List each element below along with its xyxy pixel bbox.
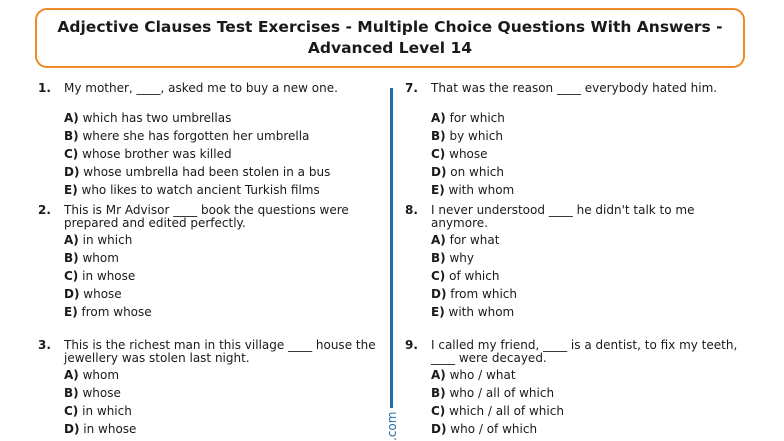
option-text: whose bbox=[82, 386, 121, 400]
option-letter: E) bbox=[64, 305, 78, 319]
answer-option[interactable] bbox=[64, 111, 231, 125]
option-text: from which bbox=[450, 287, 517, 301]
answer-option[interactable] bbox=[431, 233, 499, 247]
watermark: .com bbox=[385, 411, 399, 441]
option-text: who / what bbox=[449, 368, 516, 382]
option-text: whose bbox=[83, 287, 122, 301]
option-letter: A) bbox=[64, 233, 79, 247]
answer-option[interactable] bbox=[431, 165, 504, 179]
answer-option[interactable] bbox=[431, 287, 517, 301]
option-letter: B) bbox=[64, 386, 79, 400]
option-letter: D) bbox=[431, 422, 447, 436]
option-text: of which bbox=[449, 269, 500, 283]
option-letter: B) bbox=[64, 129, 79, 143]
option-text: whose bbox=[449, 147, 488, 161]
answer-option[interactable] bbox=[64, 251, 119, 265]
option-letter: C) bbox=[64, 404, 79, 418]
answer-option[interactable] bbox=[64, 404, 132, 418]
question-text: That was the reason ____ everybody hated him. bbox=[431, 81, 718, 95]
option-text: on which bbox=[450, 165, 504, 179]
question-text: My mother, ____, asked me to buy a new one. bbox=[64, 81, 338, 95]
answer-option[interactable] bbox=[431, 111, 505, 125]
option-letter: A) bbox=[64, 368, 79, 382]
option-text: for which bbox=[449, 111, 505, 125]
option-text: by which bbox=[449, 129, 503, 143]
answer-option[interactable] bbox=[64, 287, 122, 301]
option-letter: E) bbox=[431, 305, 445, 319]
option-letter: C) bbox=[64, 147, 79, 161]
option-letter: C) bbox=[431, 404, 446, 418]
answer-option[interactable] bbox=[64, 129, 309, 143]
answer-option[interactable] bbox=[431, 129, 503, 143]
answer-option[interactable] bbox=[431, 269, 499, 283]
answer-option[interactable] bbox=[431, 147, 488, 161]
option-text: in which bbox=[82, 233, 133, 247]
answer-option[interactable] bbox=[64, 305, 152, 319]
answer-option[interactable] bbox=[431, 305, 514, 319]
option-text: whose umbrella had been stolen in a bus bbox=[83, 165, 331, 179]
option-text: which has two umbrellas bbox=[82, 111, 232, 125]
option-text: in which bbox=[82, 404, 132, 418]
answer-option[interactable] bbox=[64, 269, 135, 283]
question-number: 9. bbox=[405, 338, 418, 352]
option-text: in whose bbox=[83, 422, 137, 436]
answer-option[interactable] bbox=[431, 422, 537, 436]
answer-option[interactable] bbox=[431, 404, 564, 418]
option-letter: E) bbox=[431, 183, 445, 197]
option-letter: D) bbox=[64, 165, 80, 179]
answer-option[interactable] bbox=[431, 386, 554, 400]
option-letter: B) bbox=[64, 251, 79, 265]
question-text: This is the richest man in this village ____ house the jewellery was stolen last night. bbox=[64, 338, 376, 365]
option-text: in whose bbox=[82, 269, 136, 283]
question-text: This is Mr Advisor ____ book the questions were prepared and edited perfectly. bbox=[64, 203, 349, 230]
answer-option[interactable] bbox=[64, 422, 136, 436]
page-title-line1: Adjective Clauses Test Exercises - Multiple Choice Questions With Answers - bbox=[57, 18, 723, 36]
option-text: who likes to watch ancient Turkish films bbox=[81, 183, 320, 197]
option-text: with whom bbox=[448, 183, 515, 197]
option-letter: B) bbox=[431, 129, 446, 143]
question-number: 2. bbox=[38, 203, 51, 217]
option-letter: A) bbox=[431, 111, 446, 125]
option-letter: A) bbox=[431, 233, 446, 247]
question-text: I never understood ____ he didn't talk to me anymore. bbox=[431, 203, 695, 230]
answer-option[interactable] bbox=[64, 386, 121, 400]
option-letter: A) bbox=[64, 111, 79, 125]
question-number: 1. bbox=[38, 81, 51, 95]
option-letter: C) bbox=[64, 269, 79, 283]
answer-option[interactable] bbox=[64, 183, 320, 197]
page-title-line2: Advanced Level 14 bbox=[307, 39, 473, 57]
option-text: which / all of which bbox=[449, 404, 564, 418]
option-text: whom bbox=[82, 368, 120, 382]
option-text: from whose bbox=[81, 305, 152, 319]
question-number: 7. bbox=[405, 81, 418, 95]
option-letter: B) bbox=[431, 251, 446, 265]
option-text: with whom bbox=[448, 305, 515, 319]
title-box bbox=[35, 8, 745, 68]
answer-option[interactable] bbox=[431, 368, 516, 382]
option-letter: A) bbox=[431, 368, 446, 382]
option-letter: D) bbox=[431, 165, 447, 179]
answer-option[interactable] bbox=[431, 251, 474, 265]
option-text: whom bbox=[82, 251, 119, 265]
question-text: I called my friend, ____ is a dentist, to fix my teeth, ____ were decayed. bbox=[431, 338, 738, 365]
option-text: who / of which bbox=[450, 422, 538, 436]
option-letter: D) bbox=[431, 287, 447, 301]
answer-option[interactable] bbox=[64, 147, 232, 161]
option-letter: C) bbox=[431, 147, 446, 161]
option-letter: E) bbox=[64, 183, 78, 197]
option-text: where she has forgotten her umbrella bbox=[82, 129, 310, 143]
answer-option[interactable] bbox=[64, 233, 132, 247]
answer-option[interactable] bbox=[64, 368, 119, 382]
option-text: who / all of which bbox=[449, 386, 555, 400]
question-number: 8. bbox=[405, 203, 418, 217]
option-letter: C) bbox=[431, 269, 446, 283]
option-text: whose brother was killed bbox=[82, 147, 232, 161]
answer-option[interactable] bbox=[431, 183, 514, 197]
option-letter: D) bbox=[64, 422, 80, 436]
answer-option[interactable] bbox=[64, 165, 330, 179]
option-letter: D) bbox=[64, 287, 80, 301]
option-text: why bbox=[449, 251, 474, 265]
option-text: for what bbox=[449, 233, 500, 247]
option-letter: B) bbox=[431, 386, 446, 400]
column-divider bbox=[390, 88, 393, 408]
question-number: 3. bbox=[38, 338, 51, 352]
